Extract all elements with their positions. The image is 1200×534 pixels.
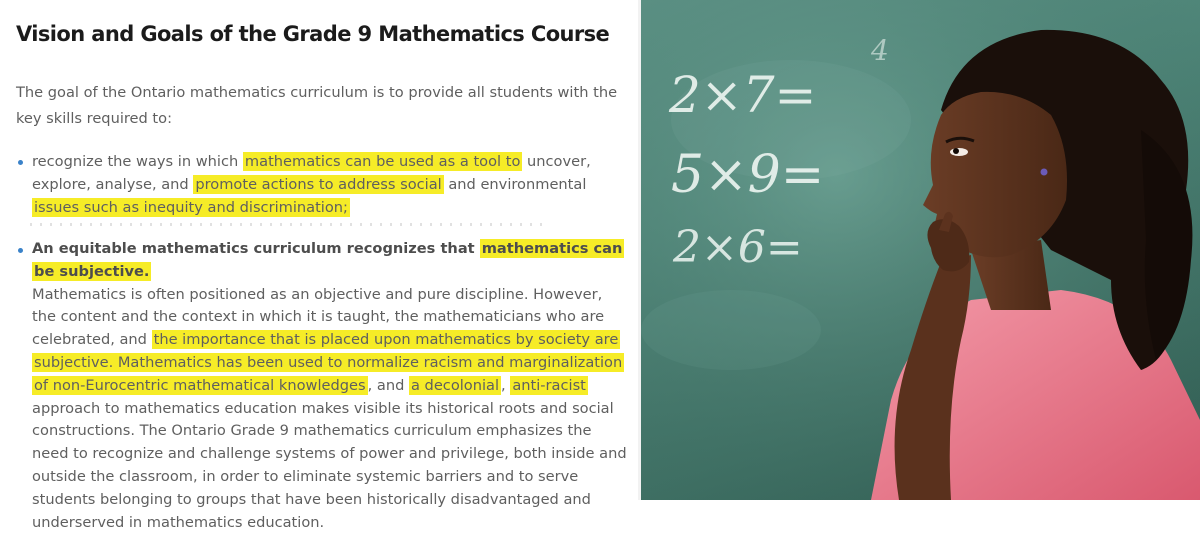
bullet2-highlight: a decolonial [410, 376, 500, 394]
cropped-text-line [30, 223, 550, 226]
bullet1-highlight: promote actions to address social [195, 176, 442, 193]
bullet-item-2 [32, 238, 630, 534]
bullet-item-1 [32, 150, 630, 219]
bullet1-text-part: and environmental [443, 176, 587, 193]
page-title: Vision and Goals of the Grade 9 Mathematics Course [16, 22, 610, 46]
bullet1-highlight: mathematics can be used as a tool to [244, 153, 521, 170]
bullet-dot-1 [18, 160, 23, 165]
bullet1-highlight: issues such as inequity and discrimination; [34, 199, 348, 216]
chalk-equation-3: 2×6= [673, 222, 803, 273]
earring [1041, 169, 1048, 176]
chalk-equation-1: 2×7= [669, 66, 817, 124]
pupil [953, 148, 959, 154]
bullet2-highlight: anti-racist [512, 376, 586, 394]
eye [950, 148, 968, 156]
intro-paragraph: The goal of the Ontario mathematics curriculum is to provide all students with the key skills required to: [16, 84, 618, 127]
bullet2-text-part: Mathematics is often positioned as an objective and pure discipline. However, the content and the context in which it is taught, the mathematicians who are celebrated, and [32, 285, 605, 349]
bullet2-lead [32, 239, 624, 281]
bullet2-text-part: approach to mathematics education makes visible its historical roots and social constructions. The Ontario Grade 9 mathematics curriculum emphasizes the need to recognize and challenge systems of power and privilege, both inside and outside the classroom, in order to eliminate systemic barriers and to serve students belonging to groups that have been historically disadvantaged and underserved in mathematics education. [32, 399, 627, 531]
bullet1-text-part: recognize the ways in which [32, 153, 243, 170]
bullet2-highlight: the importance that is placed upon mathematics by society are subjective. Mathematics has been used to normalize racism and marginalization of non-Eurocentric mathematical knowledges [34, 331, 623, 394]
chalk-equation-2: 5×9= [671, 145, 825, 205]
bullet1-text-part: uncover, explore, analyse, and [32, 153, 591, 193]
bullet2-lead-highlight: mathematics can be subjective. [34, 240, 623, 280]
bullet-dot-2 [18, 248, 23, 253]
student-chalkboard-photo [641, 0, 1200, 500]
photo-illustration [641, 0, 1200, 500]
bullet2-lead-text: An equitable mathematics curriculum recognizes that [32, 240, 480, 257]
bullet2-text-part: , [501, 376, 511, 394]
bullet2-text-part: , and [367, 376, 409, 394]
chalk-top-number: 4 [871, 34, 889, 67]
chalk-smudge [641, 290, 821, 370]
